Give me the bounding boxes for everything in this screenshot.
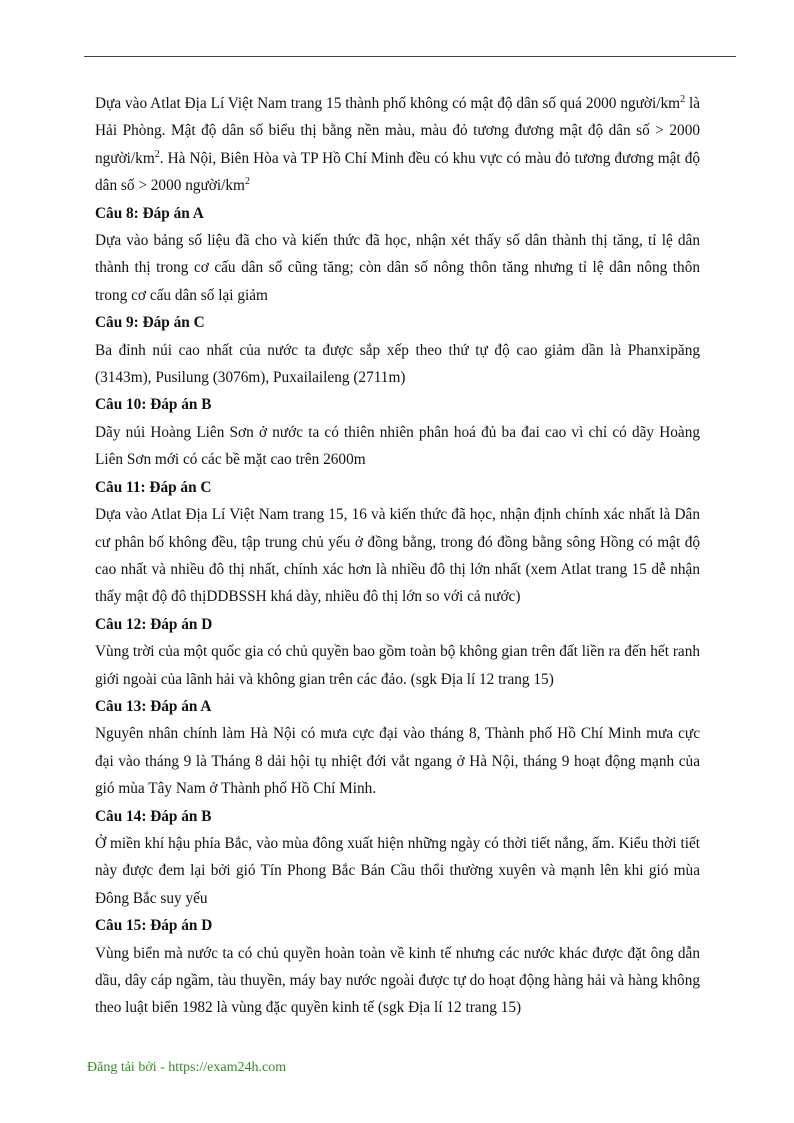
intro-paragraph: Dựa vào Atlat Địa Lí Việt Nam trang 15 thành phố không có mật độ dân số quá 2000 người/$km^2$ là Hải Phòng. Mật độ dân số biểu thị bằng nền màu, màu đỏ tương đương mật độ dân số > 2000 người/$km^2$. Hà Nội, Biên Hòa và TP Hồ Chí Minh đều có khu vực có màu đỏ tương đương mật độ dân số > 2000 người/$km^2$ [95,93,700,195]
question-heading: Câu 14: Đáp án B [95,807,212,825]
answer-text: Nguyên nhân chính làm Hà Nội có mưa cực đại vào tháng 8, Thành phố Hồ Chí Minh mưa cực đại vào tháng 9 là Tháng 8 dải hội tụ nhiệt đới vắt ngang ở Hà Nội, tháng 9 hoạt động mạnh của gió mùa Tây Nam ở Thành phố Hồ Chí Minh. [95,725,700,798]
answer-text: Dựa vào Atlat Địa Lí Việt Nam trang 15, 16 và kiến thức đã học, nhận định chính xác nhất là Dân cư phân bố không đều, tập trung chủ yếu ở đồng bằng, trong đó đồng bằng sông Hồng có mật độ cao nhất và nhiều đô thị nhất, chính xác hơn là nhiều đô thị lớn nhất (xem Atlat trang 15 dễ nhận thấy mật độ đô thịDDBSSH khá dày, nhiều đô thị lớn so với cả nước) [95,506,700,606]
answer-text: Ở miền khí hậu phía Bắc, vào mùa đông xuất hiện những ngày có thời tiết nắng, ấm. Kiểu thời tiết này được đem lại bởi gió Tín Phong Bắc Bán Cầu thổi thường xuyên và mạnh lên khi gió mùa Đông Bắc suy yếu [95,834,700,907]
header-rule [84,56,736,57]
answer-content [95,90,700,1022]
answer-text: Dãy núi Hoàng Liên Sơn ở nước ta có thiên nhiên phân hoá đủ ba đai cao vì chỉ có dãy Hoàng Liên Sơn mới có các bề mặt cao trên 2600m [95,423,700,469]
question-heading: Câu 13: Đáp án A [95,697,212,715]
answer-text: Dựa vào bảng số liệu đã cho và kiến thức đã học, nhận xét thấy số dân thành thị tăng, tỉ lệ dân thành thị trong cơ cấu dân số cũng tăng; còn dân số nông thôn tăng nhưng tỉ lệ dân nông thôn trong cơ cấu dân số lại giảm [95,232,700,304]
question-heading: Câu 12: Đáp án D [95,615,213,633]
question-heading: Câu 15: Đáp án D [95,917,213,935]
question-heading: Câu 10: Đáp án B [95,396,212,414]
footer-link[interactable]: Đăng tải bởi - https://exam24h.com [87,1060,287,1075]
answer-text: Vùng biển mà nước ta có chủ quyền hoàn toàn về kinh tế nhưng các nước khác được đặt ông dẫn dầu, dây cáp ngầm, tàu thuyền, máy bay nước ngoài được tự do hoạt động hàng hải và hàng không theo luật biển 1982 là vùng đặc quyền kinh tế (sgk Địa lí 12 trang 15) [95,944,700,1017]
answer-text: Ba đỉnh núi cao nhất của nước ta được sắp xếp theo thứ tự độ cao giảm dần là Phanxipăng (3143m), Pusilung (3076m), Puxailaileng (2711m) [95,341,700,387]
question-heading: Câu 9: Đáp án C [95,314,205,332]
question-heading: Câu 8: Đáp án A [95,204,204,222]
answer-text: Vùng trời của một quốc gia có chủ quyền bao gồm toàn bộ không gian trên đất liền ra đến hết ranh giới ngoài của lãnh hải và không gian trên các đảo. (sgk Địa lí 12 trang 15) [95,643,700,688]
question-heading: Câu 11: Đáp án C [95,478,212,496]
